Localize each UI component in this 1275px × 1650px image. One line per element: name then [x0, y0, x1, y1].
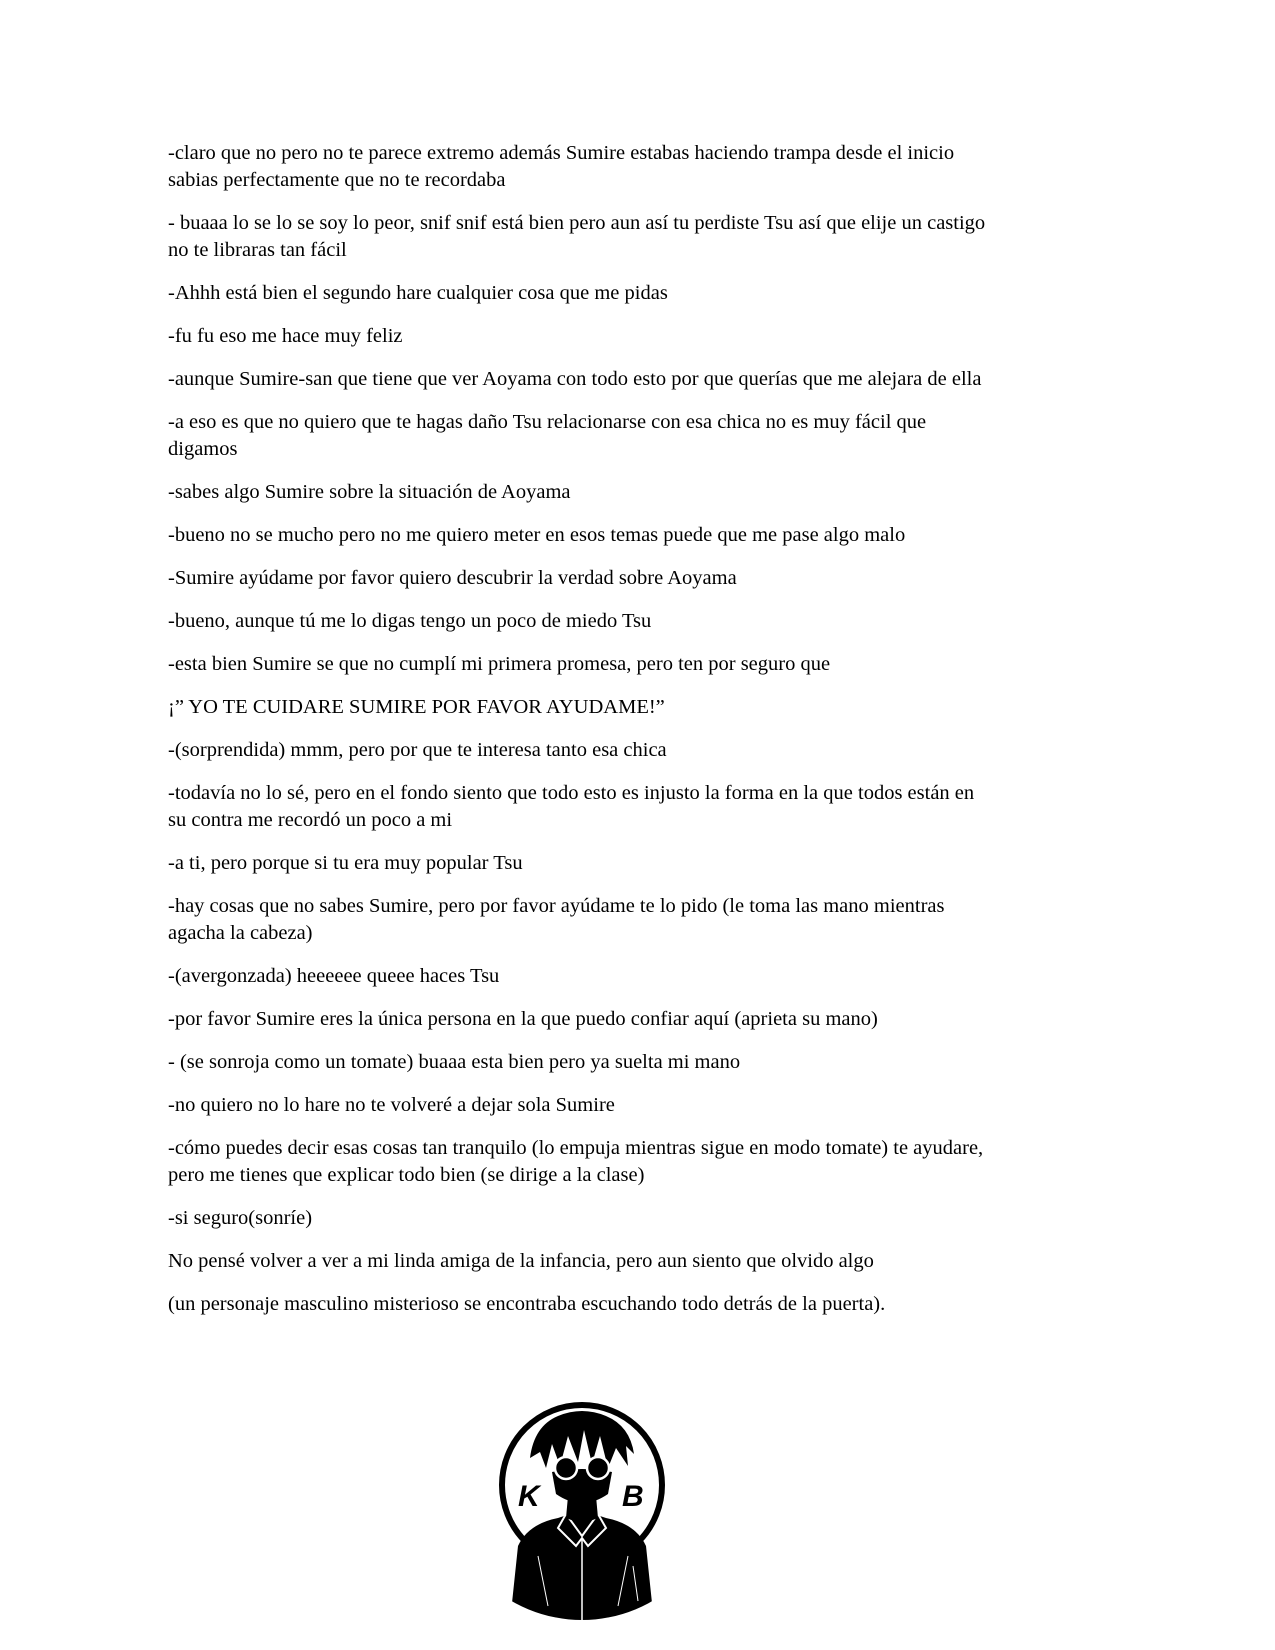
- paragraph-22: [168, 1205, 1068, 1232]
- paragraph-line: - buaaa lo se lo se soy lo peor, snif snif está bien pero aun así tu perdiste Tsu así que elije un castigo: [168, 212, 986, 234]
- paragraph-16: [168, 893, 1068, 947]
- paragraph-line: -a eso es que no quiero que te hagas daño Tsu relacionarse con esa chica no es muy fácil que: [168, 411, 927, 433]
- paragraph-line: No pensé volver a ver a mi linda amiga de la infancia, pero aun siento que olvido algo: [168, 1250, 874, 1272]
- paragraph-10: [168, 608, 1068, 635]
- paragraph-14: [168, 780, 1068, 834]
- paragraph-line: -sabes algo Sumire sobre la situación de Aoyama: [168, 481, 571, 503]
- paragraph-7: [168, 479, 1068, 506]
- paragraph-11: [168, 651, 1068, 678]
- paragraph-3: [168, 280, 1068, 307]
- paragraph-line: -a ti, pero porque si tu era muy popular Tsu: [168, 852, 523, 874]
- logo-letter-k: K: [518, 1480, 540, 1513]
- paragraph-19: [168, 1049, 1068, 1076]
- paragraph-line: -no quiero no lo hare no te volveré a dejar sola Sumire: [168, 1094, 615, 1116]
- paragraph-line: -claro que no pero no te parece extremo además Sumire estabas haciendo trampa desde el inicio: [168, 142, 955, 164]
- paragraph-line: -hay cosas que no sabes Sumire, pero por favor ayúdame te lo pido (le toma las mano mientras: [168, 895, 945, 917]
- paragraph-line: -si seguro(sonríe): [168, 1207, 313, 1229]
- kb-avatar-logo-icon: [488, 1396, 678, 1622]
- paragraph-12: [168, 694, 1068, 721]
- paragraph-line: -bueno, aunque tú me lo digas tengo un poco de miedo Tsu: [168, 610, 652, 632]
- paragraph-line: no te libraras tan fácil: [168, 239, 347, 261]
- paragraph-line: -Ahhh está bien el segundo hare cualquier cosa que me pidas: [168, 282, 668, 304]
- paragraph-6: [168, 409, 1068, 463]
- paragraph-2: [168, 210, 1068, 264]
- document-body: [168, 140, 1068, 1334]
- paragraph-17: [168, 963, 1068, 990]
- paragraph-8: [168, 522, 1068, 549]
- paragraph-line: ¡” YO TE CUIDARE SUMIRE POR FAVOR AYUDAME!”: [168, 696, 665, 718]
- paragraph-line: digamos: [168, 438, 238, 460]
- paragraph-4: [168, 323, 1068, 350]
- paragraph-line: -Sumire ayúdame por favor quiero descubrir la verdad sobre Aoyama: [168, 567, 737, 589]
- paragraph-line: - (se sonroja como un tomate) buaaa esta bien pero ya suelta mi mano: [168, 1051, 741, 1073]
- paragraph-line: -por favor Sumire eres la única persona en la que puedo confiar aquí (aprieta su mano): [168, 1008, 878, 1030]
- paragraph-23: [168, 1248, 1068, 1275]
- logo-letter-b: B: [622, 1480, 644, 1513]
- paragraph-13: [168, 737, 1068, 764]
- paragraph-24: [168, 1291, 1068, 1318]
- paragraph-21: [168, 1135, 1068, 1189]
- paragraph-18: [168, 1006, 1068, 1033]
- paragraph-line: pero me tienes que explicar todo bien (se dirige a la clase): [168, 1164, 645, 1186]
- paragraph-line: -todavía no lo sé, pero en el fondo siento que todo esto es injusto la forma en la que todos están en: [168, 782, 975, 804]
- paragraph-line: agacha la cabeza): [168, 922, 313, 944]
- paragraph-line: sabias perfectamente que no te recordaba: [168, 169, 506, 191]
- paragraph-line: su contra me recordó un poco a mi: [168, 809, 453, 831]
- paragraph-line: -bueno no se mucho pero no me quiero meter en esos temas puede que me pase algo malo: [168, 524, 906, 546]
- paragraph-line: (un personaje masculino misterioso se encontraba escuchando todo detrás de la puerta).: [168, 1293, 886, 1315]
- paragraph-line: -(avergonzada) heeeeee queee haces Tsu: [168, 965, 500, 987]
- paragraph-15: [168, 850, 1068, 877]
- paragraph-line: -fu fu eso me hace muy feliz: [168, 325, 403, 347]
- paragraph-line: -cómo puedes decir esas cosas tan tranquilo (lo empuja mientras sigue en modo tomate) te ayudare,: [168, 1137, 984, 1159]
- paragraph-9: [168, 565, 1068, 592]
- paragraph-line: -aunque Sumire-san que tiene que ver Aoyama con todo esto por que querías que me alejara de ella: [168, 368, 982, 390]
- paragraph-line: -esta bien Sumire se que no cumplí mi primera promesa, pero ten por seguro que: [168, 653, 831, 675]
- paragraph-5: [168, 366, 1068, 393]
- paragraph-line: -(sorprendida) mmm, pero por que te interesa tanto esa chica: [168, 739, 667, 761]
- paragraph-20: [168, 1092, 1068, 1119]
- paragraph-1: [168, 140, 1068, 194]
